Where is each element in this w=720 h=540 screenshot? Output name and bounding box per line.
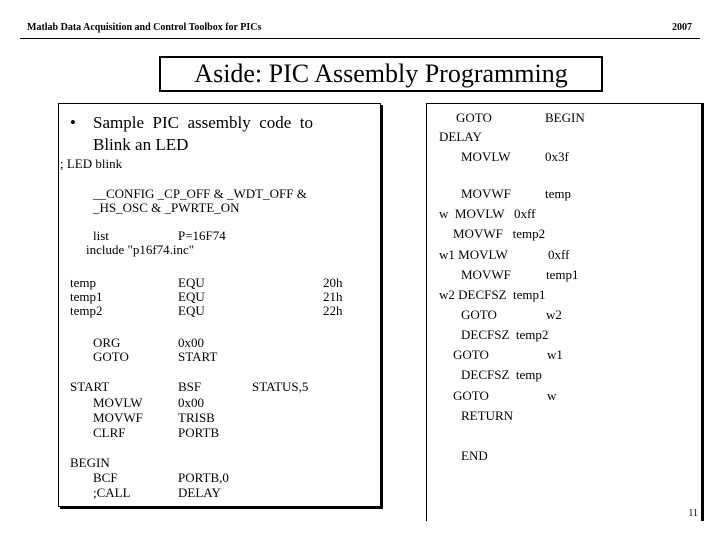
header-year: 2007 — [672, 22, 692, 33]
code-right-op: GOTO — [453, 388, 489, 403]
code-right-op: GOTO — [453, 347, 489, 362]
code-list-directive: list — [93, 228, 109, 243]
code-right-op: MOVLW — [461, 149, 511, 164]
code-right-arg: temp — [545, 186, 571, 201]
code-end: END — [461, 448, 488, 463]
code-return: RETURN — [461, 408, 513, 423]
slide-title-box — [159, 56, 603, 92]
code-org-arg: 0x00 — [178, 335, 204, 350]
code-equ-op: EQU — [178, 289, 205, 304]
code-begin-op: ;CALL — [93, 485, 131, 500]
code-right-op: GOTO — [456, 110, 492, 125]
code-start-op: CLRF — [93, 425, 126, 440]
code-right-line: MOVWF temp2 — [453, 226, 546, 241]
code-right-arg: w2 — [546, 307, 562, 322]
bullet-text — [93, 112, 313, 156]
code-begin-label: BEGIN — [70, 455, 110, 470]
code-begin-op: BCF — [93, 470, 118, 485]
code-right-arg: w — [547, 388, 557, 403]
bullet-line-1: Sample PIC assembly code to — [93, 113, 314, 132]
code-start-label: START — [70, 379, 110, 394]
code-config-line-1: __CONFIG _CP_OFF & _WDT_OFF & — [93, 186, 307, 201]
code-equ-name: temp2 — [70, 303, 103, 318]
code-right-arg: 0xff — [548, 247, 570, 262]
header-divider — [20, 38, 700, 39]
code-start-arg: 0x00 — [178, 395, 204, 410]
code-right-arg: w1 — [547, 347, 563, 362]
code-comment: ; LED blink — [60, 156, 123, 171]
code-begin-arg: PORTB,0 — [178, 470, 229, 485]
code-equ-value: 22h — [323, 303, 343, 318]
code-right-line: w MOVLW 0xff — [439, 206, 536, 221]
code-right-line: DECFSZ temp2 — [461, 327, 549, 342]
code-goto-arg: START — [178, 349, 218, 364]
code-right-op: MOVWF — [461, 186, 511, 201]
code-equ-value: 21h — [323, 289, 343, 304]
code-right-arg: temp1 — [546, 267, 579, 282]
page-number: 11 — [688, 508, 698, 519]
code-right-arg: 0x3f — [545, 149, 569, 164]
code-right-line: DECFSZ temp — [461, 367, 542, 382]
code-bsf-arg: STATUS,5 — [252, 379, 309, 394]
code-goto-op: GOTO — [93, 349, 129, 364]
code-start-arg: TRISB — [178, 410, 215, 425]
header-left-title: Matlab Data Acquisition and Control Toolbox for PICs — [27, 22, 262, 33]
code-include: include "p16f74.inc" — [86, 242, 195, 257]
code-right-line: w2 DECFSZ temp1 — [439, 287, 546, 302]
code-right-op: w1 MOVLW — [439, 247, 508, 262]
code-org-op: ORG — [93, 335, 121, 350]
code-list-processor: P=16F74 — [178, 228, 226, 243]
code-config-line-2: _HS_OSC & _PWRTE_ON — [93, 200, 240, 215]
code-equ-value: 20h — [323, 275, 343, 290]
code-start-op: MOVWF — [93, 410, 143, 425]
code-start-arg: PORTB — [178, 425, 220, 440]
code-right-op: MOVWF — [461, 267, 511, 282]
code-equ-op: EQU — [178, 275, 205, 290]
slide-title: Aside: PIC Assembly Programming — [194, 59, 568, 88]
code-right-op: GOTO — [461, 307, 497, 322]
code-start-op: MOVLW — [93, 395, 143, 410]
code-right-arg: BEGIN — [545, 110, 585, 125]
code-delay-label: DELAY — [439, 129, 482, 144]
code-equ-op: EQU — [178, 303, 205, 318]
code-begin-arg: DELAY — [178, 485, 221, 500]
code-bsf-op: BSF — [178, 379, 202, 394]
bullet-line-2: Blink an LED — [93, 135, 189, 154]
bullet-marker: • — [70, 113, 76, 132]
code-equ-name: temp1 — [70, 289, 103, 304]
code-equ-name: temp — [70, 275, 96, 290]
